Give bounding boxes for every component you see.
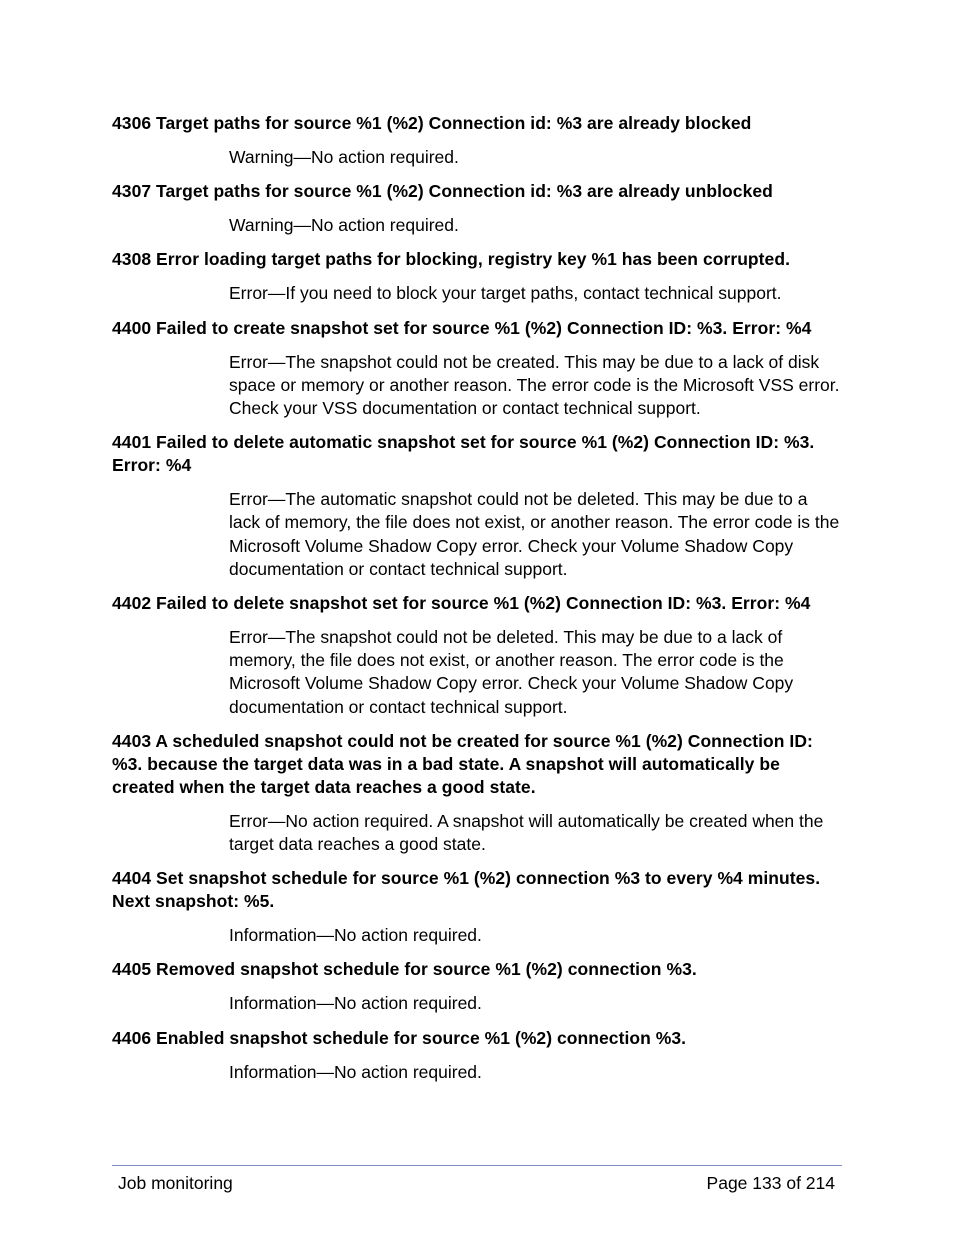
footer-section-name: Job monitoring bbox=[118, 1173, 233, 1193]
message-title-4406: 4406 Enabled snapshot schedule for source %1 (%2) connection %3. bbox=[112, 1027, 687, 1048]
message-title-4306: 4306 Target paths for source %1 (%2) Connection id: %3 are already blocked bbox=[112, 113, 752, 133]
message-description-4306: Warning—No action required. bbox=[229, 147, 459, 167]
message-description-4403: Error—No action required. A snapshot will automatically be created when the target data reaches a good state. bbox=[229, 810, 824, 855]
message-title-4404: 4404 Set snapshot schedule for source %1 (%2) connection %3 to every %4 minutes. Next snapshot: %5. bbox=[112, 868, 821, 912]
message-description-4405: Information—No action required. bbox=[229, 993, 482, 1014]
message-title-4308: 4308 Error loading target paths for blocking, registry key %1 has been corrupted. bbox=[112, 249, 790, 270]
message-title-4402: 4402 Failed to delete snapshot set for source %1 (%2) Connection ID: %3. Error: %4 bbox=[112, 593, 811, 614]
message-list bbox=[112, 112, 842, 1095]
message-description-4404: Information—No action required. bbox=[229, 925, 482, 946]
message-title-4400: 4400 Failed to create snapshot set for source %1 (%2) Connection ID: %3. Error: %4 bbox=[112, 317, 812, 338]
message-description-4402: Error—The snapshot could not be deleted. This may be due to a lack of memory, the file does not exist, or another reason. The error code is the Microsoft Volume Shadow Copy error. Check your Volume Shadow Copy documentation or contact technical support. bbox=[229, 627, 794, 717]
message-description-4400: Error—The snapshot could not be created. This may be due to a lack of disk space or memory or another reason. The error code is the Microsoft VSS error. Check your VSS documentation or contact technical support. bbox=[229, 351, 840, 419]
message-description-4401: Error—The automatic snapshot could not be deleted. This may be due to a lack of memory, the file does not exist, or another reason. The error code is the Microsoft Volume Shadow Copy error. Check your Volume Shadow Copy documentation or contact technical support. bbox=[229, 489, 840, 579]
message-title-4405: 4405 Removed snapshot schedule for source %1 (%2) connection %3. bbox=[112, 959, 697, 980]
message-title-4307: 4307 Target paths for source %1 (%2) Connection id: %3 are already unblocked bbox=[112, 181, 773, 202]
message-description-4308: Error—If you need to block your target paths, contact technical support. bbox=[229, 283, 782, 304]
footer-page-number: Page 133 of 214 bbox=[706, 1173, 835, 1193]
message-title-4401: 4401 Failed to delete automatic snapshot set for source %1 (%2) Connection ID: %3. Error: %4 bbox=[112, 432, 815, 476]
message-title-4403: 4403 A scheduled snapshot could not be created for source %1 (%2) Connection ID: %3. because the target data was in a bad state. A snapshot will automatically be created when the target data reaches a good state. bbox=[112, 730, 813, 797]
message-description-4307: Warning—No action required. bbox=[229, 215, 459, 236]
footer-divider bbox=[112, 1165, 842, 1166]
message-description-4406: Information—No action required. bbox=[229, 1061, 482, 1082]
